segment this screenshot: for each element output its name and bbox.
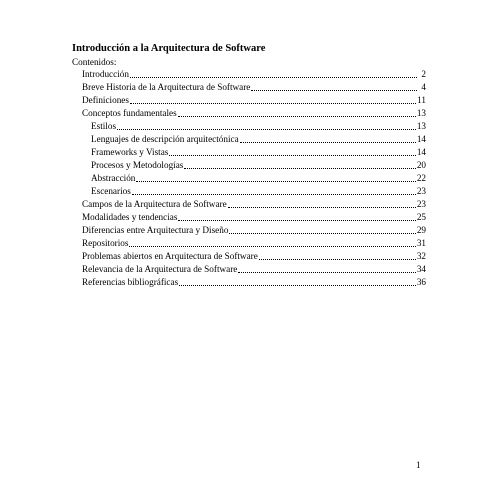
toc-entry-label: Relevancia de la Arquitectura de Software	[82, 264, 238, 274]
toc-entry-label: Introducción	[82, 69, 129, 79]
toc-leader-dots	[132, 186, 416, 195]
toc-leader-dots	[228, 199, 416, 208]
toc-entry-page: 2	[421, 69, 426, 79]
toc-leader-dots	[178, 212, 415, 221]
toc-entry-page: 22	[416, 173, 426, 183]
page-number: 1	[416, 460, 421, 470]
toc-entry-label: Frameworks y Vistas	[91, 147, 169, 157]
toc-entry-label: Abstracción	[91, 173, 136, 183]
toc-entry-page: 31	[416, 238, 426, 248]
toc-entry-frameworks-vistas[interactable]	[0, 146, 426, 159]
toc-entry-label: Breve Historia de la Arquitectura de Software	[82, 82, 251, 92]
toc-entry-page: 23	[416, 186, 426, 196]
document-title: Introducción a la Arquitectura de Software	[72, 43, 266, 54]
toc-entry-label: Modalidades y tendencias	[82, 212, 178, 222]
toc-entry-page: 13	[416, 108, 426, 118]
toc-entry-label: Repositorios	[82, 238, 129, 248]
toc-entry-referencias[interactable]	[0, 276, 426, 289]
toc-entry-page: 29	[416, 225, 426, 235]
toc-entry-label: Escenarios	[91, 186, 131, 196]
table-of-contents	[0, 68, 495, 289]
toc-entry-label: Lenguajes de descripción arquitectónica	[91, 134, 239, 144]
toc-entry-page: 11	[417, 95, 426, 105]
toc-entry-page: 32	[416, 251, 426, 261]
toc-leader-dots	[179, 277, 416, 286]
toc-leader-dots	[117, 121, 416, 130]
toc-entry-label: Diferencias entre Arquitectura y Diseño	[82, 225, 229, 235]
toc-entry-page: 34	[416, 264, 426, 274]
toc-entry-definiciones[interactable]	[0, 94, 426, 107]
toc-entry-modalidades[interactable]	[0, 211, 426, 224]
toc-entry-page: 36	[416, 277, 426, 287]
toc-entry-label: Conceptos fundamentales	[82, 108, 177, 118]
toc-entry-estilos[interactable]	[0, 120, 426, 133]
toc-entry-introduccion[interactable]	[0, 68, 426, 81]
toc-leader-dots	[129, 238, 415, 247]
toc-entry-problemas-abiertos[interactable]	[0, 250, 426, 263]
toc-leader-dots	[178, 108, 416, 117]
toc-entry-page: 23	[416, 199, 426, 209]
toc-entry-page: 20	[416, 160, 426, 170]
toc-entry-page: 4	[421, 82, 426, 92]
toc-entry-lenguajes-descripcion[interactable]	[0, 133, 426, 146]
toc-leader-dots	[130, 95, 416, 104]
toc-entry-breve-historia[interactable]	[0, 81, 426, 94]
toc-entry-label: Definiciones	[82, 95, 129, 105]
toc-leader-dots	[136, 173, 415, 182]
toc-leader-dots	[240, 134, 416, 143]
toc-entry-relevancia[interactable]	[0, 263, 426, 276]
contents-heading: Contenidos:	[72, 57, 117, 67]
toc-leader-dots	[229, 225, 415, 234]
toc-leader-dots	[238, 264, 415, 273]
toc-entry-abstraccion[interactable]	[0, 172, 426, 185]
toc-entry-label: Estilos	[91, 121, 117, 131]
toc-entry-conceptos-fundamentales[interactable]	[0, 107, 426, 120]
toc-entry-page: 25	[416, 212, 426, 222]
toc-leader-dots	[169, 147, 415, 156]
toc-entry-repositorios[interactable]	[0, 237, 426, 250]
toc-leader-dots	[259, 251, 416, 260]
toc-leader-dots	[251, 82, 417, 91]
toc-entry-label: Campos de la Arquitectura de Software	[82, 199, 227, 209]
toc-entry-label: Referencias bibliográficas	[82, 277, 179, 287]
toc-entry-page: 14	[416, 147, 426, 157]
toc-entry-label: Problemas abiertos en Arquitectura de Software	[82, 251, 258, 261]
toc-entry-page: 13	[416, 121, 426, 131]
toc-entry-page: 14	[416, 134, 426, 144]
toc-entry-escenarios[interactable]	[0, 185, 426, 198]
toc-entry-label: Procesos y Metodologías	[91, 160, 184, 170]
toc-entry-campos[interactable]	[0, 198, 426, 211]
toc-entry-diferencias[interactable]	[0, 224, 426, 237]
toc-leader-dots	[184, 160, 415, 169]
toc-entry-procesos-metodologias[interactable]	[0, 159, 426, 172]
toc-leader-dots	[130, 69, 417, 78]
